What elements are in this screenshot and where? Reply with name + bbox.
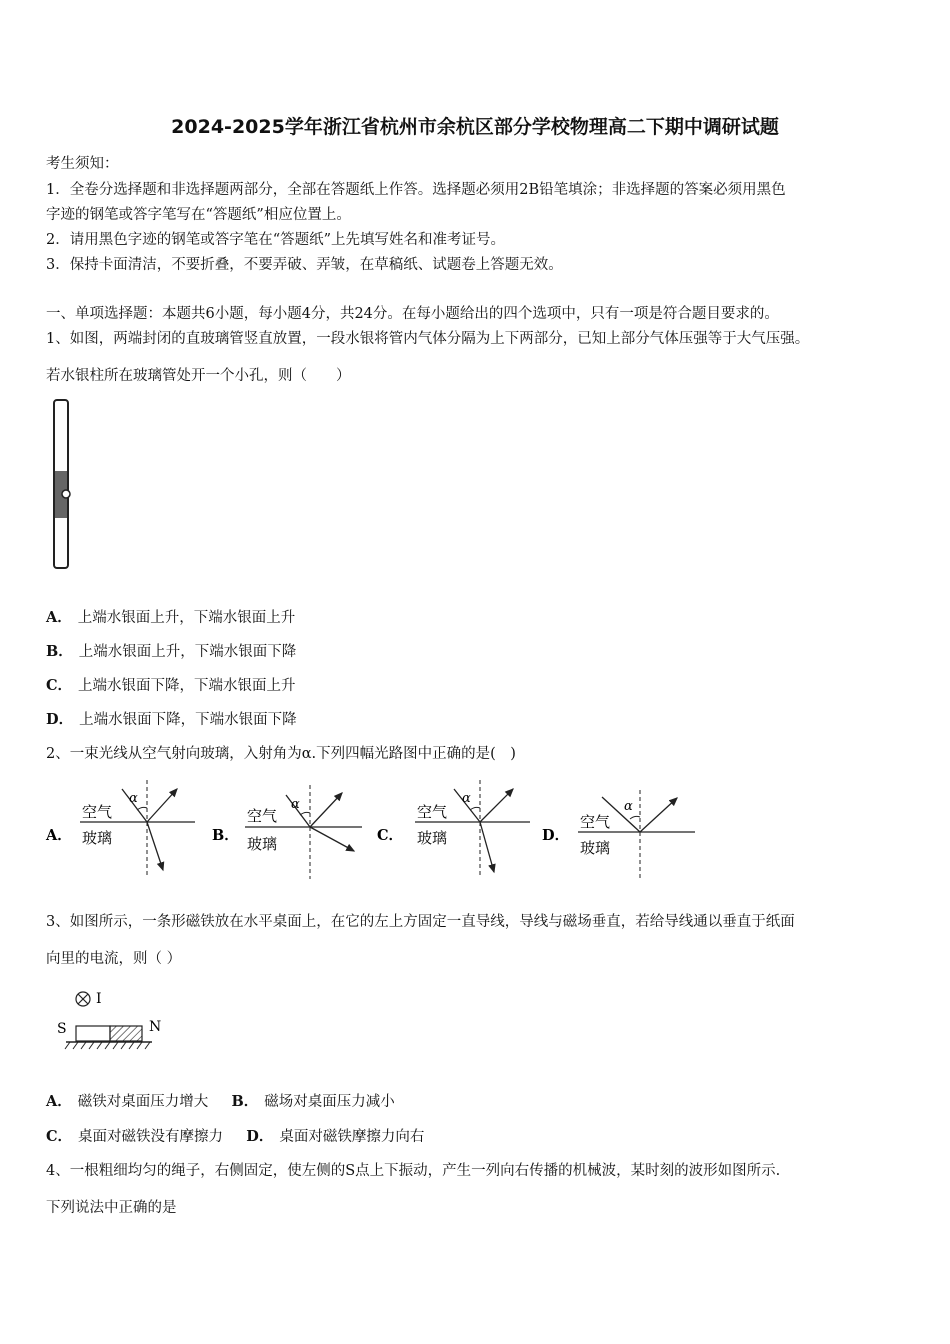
svg-text:D．: D． xyxy=(542,827,570,844)
q4-stem-line2: 下列说法中正确的是 xyxy=(46,1200,177,1216)
svg-text:空气: 空气 xyxy=(247,807,278,825)
q3-option-d[interactable]: D． 桌面对磁铁摩擦力向右 xyxy=(246,1128,425,1145)
table-hatch xyxy=(65,1042,150,1049)
q2-stem: 2、一束光线从空气射向玻璃，入射角为α.下列四幅光路图中正确的是( ) xyxy=(46,746,516,762)
q2-figure-d[interactable] xyxy=(542,790,695,880)
svg-text:A．: A． xyxy=(46,827,72,844)
q3-magnet-figure xyxy=(52,984,182,1054)
notice-line-1-cont: 字迹的钢笔或答字笔写在“答题纸”相应位置上。 xyxy=(46,207,351,223)
svg-text:B．: B． xyxy=(212,827,239,844)
svg-text:玻璃: 玻璃 xyxy=(417,829,448,847)
q1-option-b[interactable]: B． 上端水银面上升，下端水银面下降 xyxy=(46,643,297,660)
svg-text:S: S xyxy=(57,1021,67,1037)
small-hole xyxy=(62,490,70,498)
svg-text:I: I xyxy=(96,991,102,1007)
q3-option-c[interactable]: C． 桌面对磁铁没有摩擦力 xyxy=(46,1128,224,1145)
q3-option-a[interactable]: A． 磁铁对桌面压力增大 xyxy=(46,1093,209,1110)
q2-figure-b[interactable] xyxy=(212,785,362,879)
q3-stem-line2: 向里的电流，则（ ） xyxy=(46,951,182,967)
q1-option-c[interactable]: C． 上端水银面下降，下端水银面上升 xyxy=(46,677,296,694)
q1-stem-line2: 若水银柱所在玻璃管处开一个小孔，则（ ） xyxy=(46,368,351,384)
q1-option-d[interactable]: D． 上端水银面下降，下端水银面下降 xyxy=(46,711,297,728)
q3-options-row1 xyxy=(46,1090,395,1111)
magnet-south-half xyxy=(76,1026,110,1041)
notice-line-1: 1．全卷分选择题和非选择题两部分，全部在答题纸上作答。选择题必须用2B铅笔填涂；非选择题的答案必须用黑色 xyxy=(46,182,786,198)
q2-figure-a[interactable] xyxy=(45,780,195,875)
svg-text:C．: C． xyxy=(377,827,404,844)
q1-option-a[interactable]: A． 上端水银面上升，下端水银面上升 xyxy=(46,609,296,626)
svg-text:α: α xyxy=(462,791,471,806)
svg-text:空气: 空气 xyxy=(82,803,113,821)
q4-stem-line1: 4、一根粗细均匀的绳子，右侧固定，使左侧的S点上下振动，产生一列向右传播的机械波，某时刻的波形如图所示. xyxy=(46,1163,781,1179)
section-heading: 一、单项选择题：本题共6小题，每小题4分，共24分。在每小题给出的四个选项中，只有一项是符合题目要求的。 xyxy=(46,306,779,322)
q3-options-row2 xyxy=(46,1125,424,1146)
q1-stem-line1: 1、如图，两端封闭的直玻璃管竖直放置，一段水银将管内气体分隔为上下两部分，已知上部分气体压强等于大气压强。 xyxy=(46,331,810,347)
current-into-page-icon xyxy=(76,992,90,1006)
notice-heading: 考生须知： xyxy=(46,156,119,172)
svg-text:玻璃: 玻璃 xyxy=(82,829,113,847)
notice-line-3: 3．保持卡面清洁，不要折叠，不要弄破、弄皱，在草稿纸、试题卷上答题无效。 xyxy=(46,257,563,273)
magnet-north-half xyxy=(110,1026,142,1041)
q3-stem-line1: 3、如图所示，一条形磁铁放在水平桌面上，在它的左上方固定一直导线，导线与磁场垂直，若给导线通以垂直于纸面 xyxy=(46,914,795,930)
svg-text:玻璃: 玻璃 xyxy=(247,835,278,853)
svg-text:玻璃: 玻璃 xyxy=(580,839,611,857)
svg-text:α: α xyxy=(624,799,633,814)
page-title: 2024-2025学年浙江省杭州市余杭区部分学校物理高二下期中调研试题 xyxy=(171,116,779,138)
svg-text:α: α xyxy=(291,797,300,812)
svg-text:空气: 空气 xyxy=(417,803,448,821)
q1-tube-figure xyxy=(48,398,78,572)
svg-text:空气: 空气 xyxy=(580,813,611,831)
q2-light-path-figures xyxy=(40,775,720,885)
q2-figure-c[interactable] xyxy=(377,780,530,875)
svg-text:N: N xyxy=(149,1019,162,1035)
notice-line-2: 2．请用黑色字迹的钢笔或答字笔在“答题纸”上先填写姓名和准考证号。 xyxy=(46,232,506,248)
q3-option-b[interactable]: B． 磁场对桌面压力减小 xyxy=(231,1093,395,1110)
svg-text:α: α xyxy=(129,791,138,806)
